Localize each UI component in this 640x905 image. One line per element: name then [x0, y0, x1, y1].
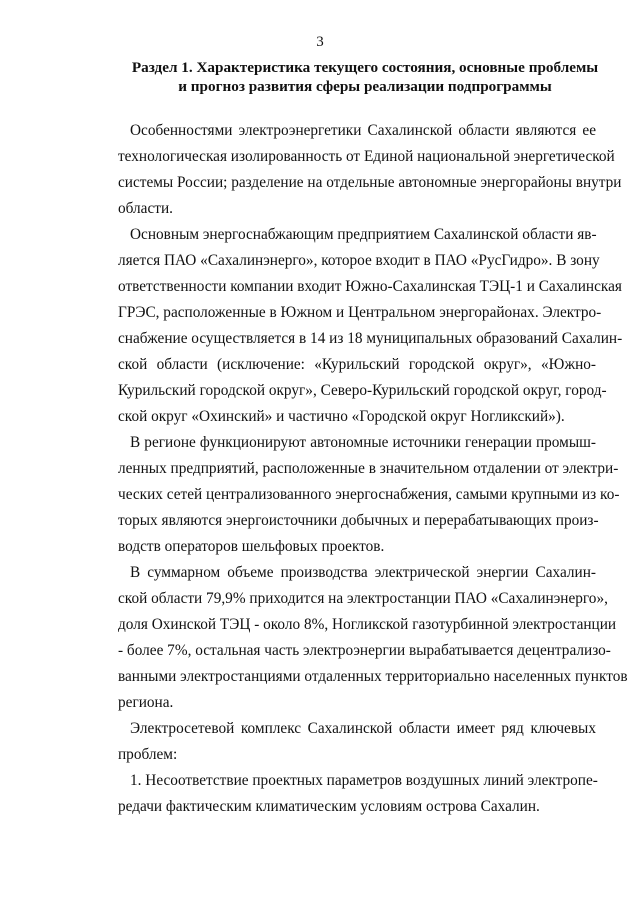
paragraph-4-line-4: - более 7%, остальная часть электроэнергии вырабатывается децентрализо- — [118, 642, 611, 659]
paragraph-1-line-3: системы России; разделение на отдельные автономные энергорайоны внутри — [118, 174, 622, 191]
paragraph-5-line-2: проблем: — [118, 746, 178, 763]
paragraph-2-line-1: Основным энергоснабжающим предприятием Сахалинской области яв- — [130, 226, 597, 243]
paragraph-4-line-2: ской области 79,9% приходится на электростанции ПАО «Сахалинэнерго», — [118, 590, 608, 607]
paragraph-2-line-5: снабжение осуществляется в 14 из 18 муниципальных образований Сахалин- — [118, 330, 623, 347]
paragraph-1-line-2: технологическая изолированность от Единой национальной энергетической — [118, 148, 615, 165]
paragraph-3-line-5: водств операторов шельфовых проектов. — [118, 538, 385, 555]
paragraph-4-line-5: ванными электростанциями отдаленных территориально населенных пунктов — [118, 668, 628, 685]
paragraph-3-line-3: ческих сетей централизованного энергоснабжения, самыми крупными из ко- — [118, 486, 620, 503]
paragraph-4-line-3: доля Охинской ТЭЦ - около 8%, Ногликской газотурбинной электростанции — [118, 616, 617, 633]
section-heading-line-2: и прогноз развития сферы реализации подпрограммы — [178, 78, 552, 95]
paragraph-3-line-1: В регионе функционируют автономные источники генерации промыш- — [130, 434, 596, 451]
paragraph-4-line-1: В суммарном объеме производства электрической энергии Сахалин- — [130, 564, 596, 581]
section-heading-line-1: Раздел 1. Характеристика текущего состояния, основные проблемы — [131, 59, 599, 76]
paragraph-3-line-4: торых являются энергоисточники добычных и перерабатывающих произ- — [118, 512, 599, 529]
paragraph-2-line-7: Курильский городской округ», Северо-Курильский городской округ, город- — [118, 382, 607, 399]
paragraph-2-line-2: ляется ПАО «Сахалинэнерго», которое входит в ПАО «РусГидро». В зону — [118, 252, 600, 269]
paragraph-4-line-6: региона. — [118, 694, 174, 711]
section-heading — [120, 58, 610, 96]
paragraph-2-line-6: ской области (исключение: «Курильский городской округ», «Южно- — [118, 356, 596, 373]
paragraph-5-line-1: Электросетевой комплекс Сахалинской области имеет ряд ключевых — [130, 720, 596, 737]
paragraph-2-line-8: ской округ «Охинский» и частично «Городской округ Ногликский»). — [118, 408, 565, 425]
paragraph-2-line-4: ГРЭС, расположенные в Южном и Центральном энергорайонах. Электро- — [118, 304, 602, 321]
paragraph-3-line-2: ленных предприятий, расположенные в значительном отдалении от электри- — [118, 460, 619, 477]
paragraph-6-line-1: 1. Несоответствие проектных параметров воздушных линий электропе- — [130, 772, 598, 789]
paragraph-2-line-3: ответственности компании входит Южно-Сахалинская ТЭЦ-1 и Сахалинская — [118, 278, 622, 295]
paragraph-1-line-1: Особенностями электроэнергетики Сахалинской области являются ее — [130, 122, 596, 139]
paragraph-6-line-2: редачи фактическим климатическим условиям острова Сахалин. — [118, 798, 540, 815]
paragraph-1-line-4: области. — [118, 200, 173, 217]
page-number: 3 — [316, 34, 324, 50]
